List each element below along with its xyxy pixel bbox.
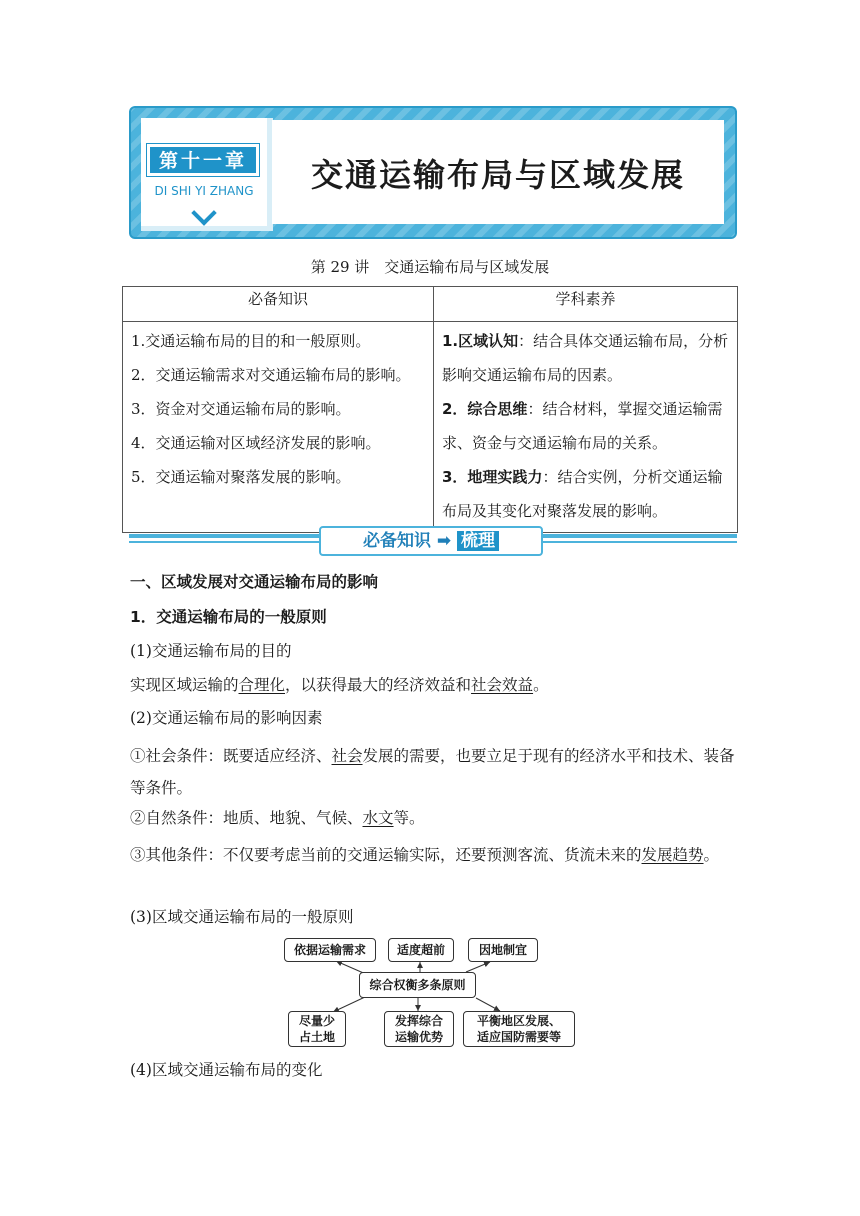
header-literacy: 学科素养 <box>434 287 738 322</box>
text: 。 <box>703 846 720 864</box>
flow-node-top: 依据运输需求 <box>284 938 376 962</box>
text: 。 <box>533 676 549 694</box>
text: 等。 <box>393 809 425 827</box>
text: ，以获得最大的经济效益和 <box>285 676 472 694</box>
literacy-term: 1.区域认知 <box>442 332 519 350</box>
underlined-term: 社会 <box>331 747 363 765</box>
literacy-term: 3．地理实践力 <box>442 468 543 486</box>
chapter-title: 交通运输布局与区域发展 <box>310 156 685 194</box>
section-label-part2: 梳理 <box>457 531 499 551</box>
underlined-term: 水文 <box>362 809 394 827</box>
subheading: (2)交通运输布局的影响因素 <box>130 709 323 727</box>
section-label-part1: 必备知识 <box>362 531 431 551</box>
subheading: (3)区域交通运输布局的一般原则 <box>130 908 354 926</box>
list-item: 4．交通运输对区域经济发展的影响。 <box>131 434 381 452</box>
list-item: 3．资金对交通运输布局的影响。 <box>131 400 351 418</box>
text: ②自然条件：地质、地貌、气候、 <box>130 809 363 827</box>
underlined-term: 发展趋势 <box>641 846 704 864</box>
text: 发展的需要，也要立足于现有的经济水平和技术、装备等条件。 <box>130 747 735 797</box>
chapter-pinyin: DI SHI YI ZHANG <box>154 184 254 198</box>
list-item: 2．交通运输需求对交通运输布局的影响。 <box>131 366 411 384</box>
flow-node-bottom: 尽量少 占土地 <box>288 1011 346 1047</box>
flow-node-top: 适度超前 <box>388 938 454 962</box>
subheading: (4)区域交通运输布局的变化 <box>130 1061 323 1079</box>
list-item: 5．交通运输对聚落发展的影响。 <box>131 468 351 486</box>
arrow-right-icon: ➡ <box>436 531 452 551</box>
flow-node-bottom: 平衡地区发展、 适应国防需要等 <box>463 1011 575 1047</box>
text: 实现区域运输的 <box>130 676 239 694</box>
flow-node-top: 因地制宜 <box>468 938 538 962</box>
subheading: (1)交通运输布局的目的 <box>130 642 292 660</box>
list-item: 1.交通运输布局的目的和一般原则。 <box>131 332 371 350</box>
text: ③其他条件：不仅要考虑当前的交通运输实际，还要预测客流、货流未来的 <box>130 846 642 864</box>
literacy-text: ：结合材料，掌握交通运输需求、资金与交通运输布局的关系。 <box>442 400 723 452</box>
lecture-title: 第 29 讲 交通运输布局与区域发展 <box>310 258 550 276</box>
underlined-term: 社会效益 <box>471 676 534 694</box>
text: ①社会条件：既要适应经济、 <box>130 747 332 765</box>
literacy-text: ：结合实例，分析交通运输布局及其变化对聚落发展的影响。 <box>442 468 723 520</box>
literacy-term: 2．综合思维 <box>442 400 528 418</box>
literacy-text: ：结合具体交通运输布局，分析影响交通运输布局的因素。 <box>442 332 729 384</box>
header-knowledge: 必备知识 <box>123 287 434 322</box>
underlined-term: 合理化 <box>238 676 286 694</box>
chapter-tag: 第十一章 <box>147 144 259 176</box>
heading-1: 一、区域发展对交通运输布局的影响 <box>130 573 379 591</box>
heading-2: 1．交通运输布局的一般原则 <box>130 608 327 626</box>
flow-node-bottom: 发挥综合 运输优势 <box>384 1011 454 1047</box>
flow-node-center: 综合权衡多条原则 <box>359 972 476 998</box>
